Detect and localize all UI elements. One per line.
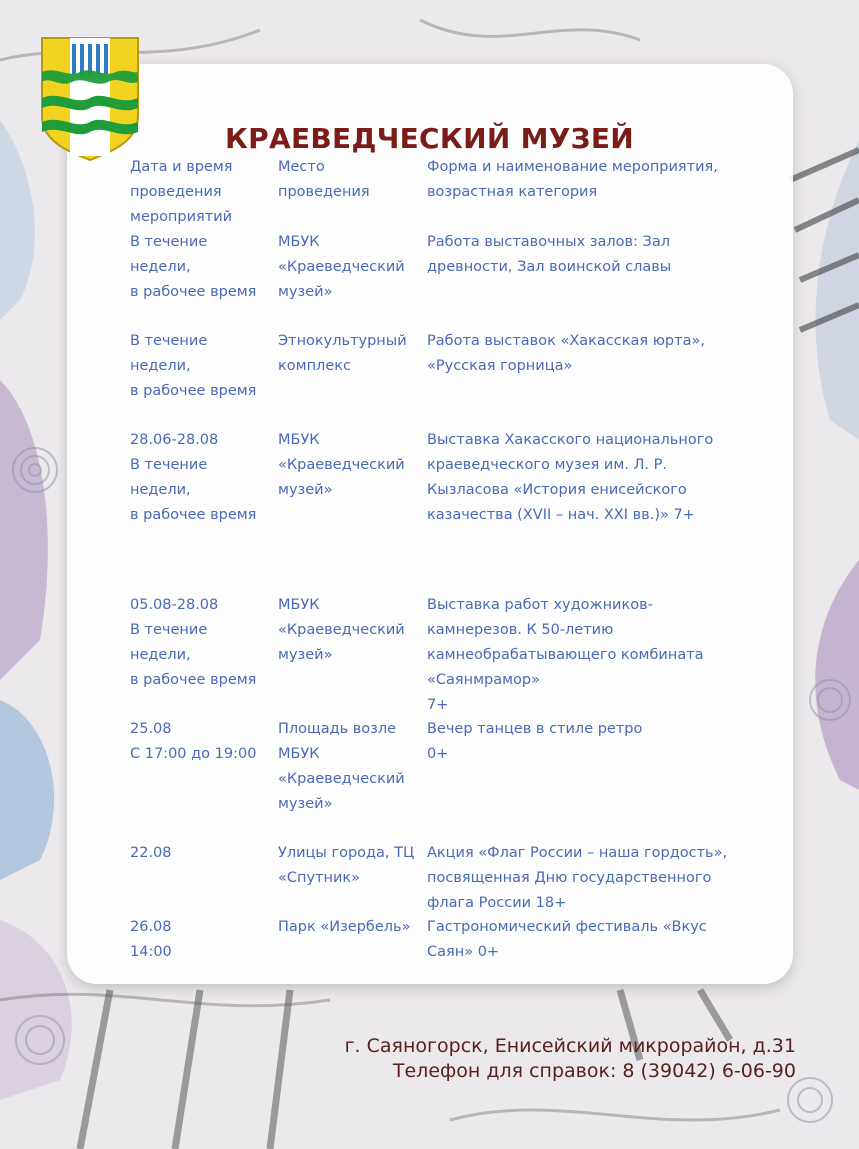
- footer-address: г. Саяногорск, Енисейский микрорайон, д.31: [344, 1035, 796, 1057]
- row-date: 28.06-28.08 В течение недели, в рабочее время: [130, 432, 257, 523]
- row-date: 05.08-28.08 В течение недели, в рабочее время: [130, 597, 257, 688]
- row-place: МБУК «Краеведческий музей»: [278, 432, 405, 498]
- row-event: Работа выставок «Хакасская юрта», «Русская горница»: [427, 333, 705, 374]
- row-event: Акция «Флаг России – наша гордость», посвященная Дню государственного флага России 18+: [427, 845, 728, 911]
- header-event: Форма и наименование мероприятия, возрастная категория: [427, 159, 718, 200]
- footer-phone: Телефон для справок: 8 (39042) 6-06-90: [392, 1060, 796, 1082]
- header-date: Дата и время проведения мероприятий: [130, 159, 233, 225]
- row-place: Улицы города, ТЦ «Спутник»: [278, 845, 415, 886]
- row-event: Работа выставочных залов: Зал древности, Зал воинской славы: [427, 234, 672, 275]
- row-date: 22.08: [130, 845, 172, 861]
- row-place: МБУК «Краеведческий музей»: [278, 234, 405, 300]
- row-event: Вечер танцев в стиле ретро 0+: [427, 721, 643, 762]
- row-date: В течение недели, в рабочее время: [130, 234, 257, 300]
- row-place: МБУК «Краеведческий музей»: [278, 597, 405, 663]
- row-place: Площадь возле МБУК «Краеведческий музей»: [278, 721, 405, 812]
- row-date: 26.08 14:00: [130, 919, 172, 960]
- row-event: Гастрономический фестиваль «Вкус Саян» 0+: [427, 919, 707, 960]
- row-place: Этнокультурный комплекс: [278, 333, 407, 374]
- row-date: 25.08 С 17:00 до 19:00: [130, 721, 257, 762]
- row-event: Выставка Хакасского национального краеведческого музея им. Л. Р. Кызласова «История енисейского казачества (XVII – нач. XXI вв.)» 7+: [427, 432, 714, 523]
- footer-contacts: [345, 1034, 796, 1084]
- row-date: В течение недели, в рабочее время: [130, 333, 257, 399]
- page-title: КРАЕВЕДЧЕСКИЙ МУЗЕЙ: [224, 122, 635, 155]
- row-event: Выставка работ художников- камнерезов. К 50-летию камнеобрабатывающего комбината «Саянмрамор» 7+: [427, 597, 704, 713]
- header-place: Место проведения: [278, 159, 370, 200]
- row-place: Парк «Изербель»: [278, 919, 411, 935]
